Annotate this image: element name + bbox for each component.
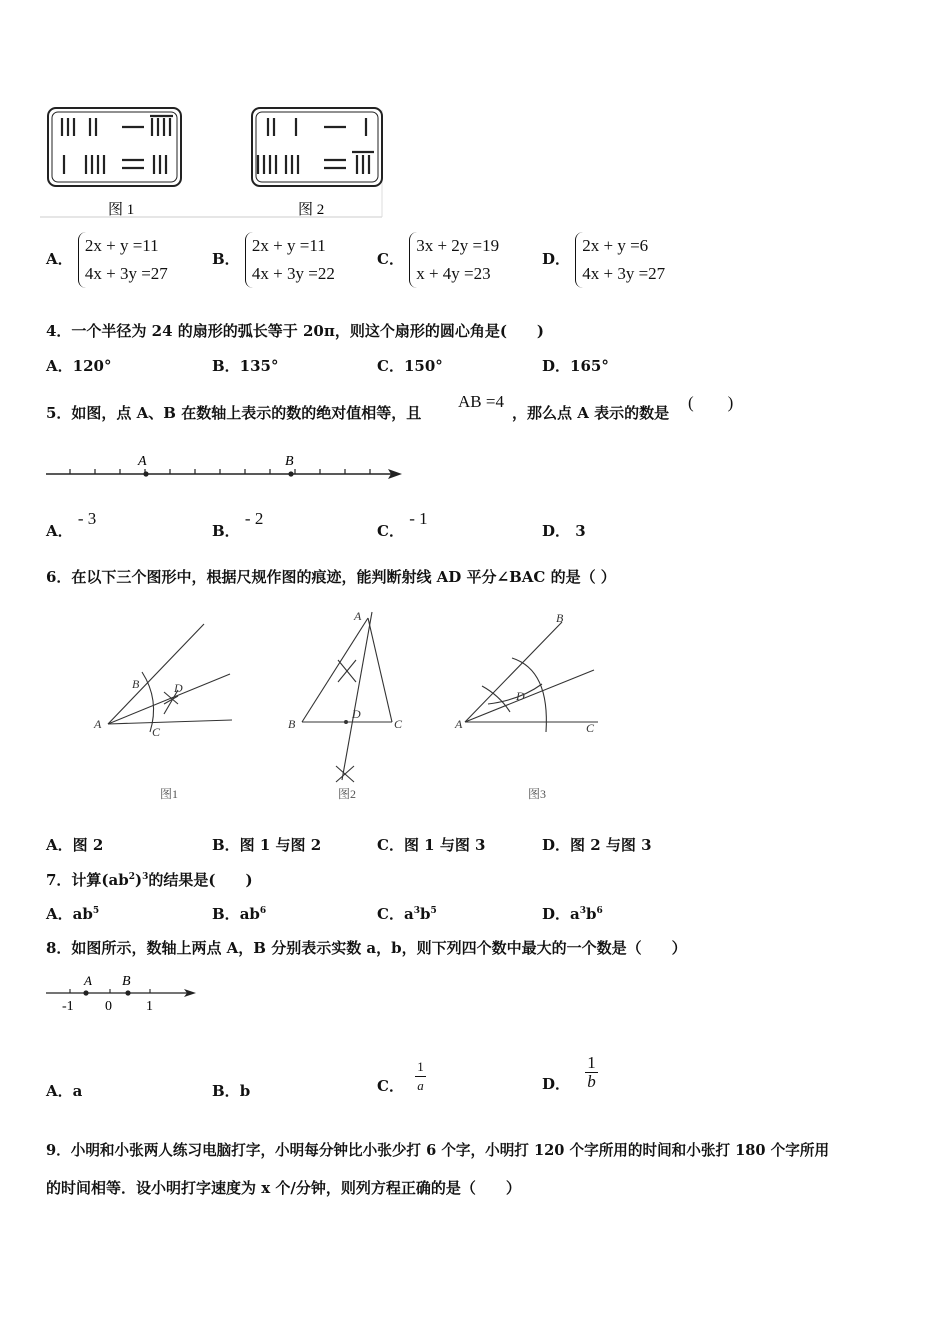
q9-question-line2: 的时间相等．设小明打字速度为 x 个/分钟，则列方程正确的是（ ） xyxy=(46,1179,521,1197)
q4-option-d[interactable]: D．165° xyxy=(542,357,609,375)
rods-fig2-caption: 图 2 xyxy=(298,202,325,218)
q6-option-b[interactable]: B．图 1 与图 2 xyxy=(212,836,322,854)
q7-option-base2: b xyxy=(419,905,431,923)
q3-equation-system xyxy=(575,232,665,288)
q7-option-exp2: 5 xyxy=(430,906,437,916)
q7-option-letter: C． xyxy=(377,905,404,923)
q5-option-a[interactable] xyxy=(46,509,97,541)
q8-option-value: b xyxy=(239,1082,251,1100)
q4-option-c[interactable]: C．150° xyxy=(377,357,443,375)
q6-fig1-label-c: C xyxy=(152,725,161,739)
q8-point-a-label: A xyxy=(84,973,92,988)
q5-option-c[interactable] xyxy=(377,509,428,541)
q8-option-letter: A． xyxy=(46,1082,73,1100)
q7-suffix: 的结果是( ) xyxy=(148,871,253,889)
q8-fraction-numerator: 1 xyxy=(587,1053,596,1072)
q8-tick-0: 0 xyxy=(105,999,112,1014)
q6-fig1-label-a: A xyxy=(94,717,102,731)
q7-option-c[interactable] xyxy=(377,903,437,924)
q7-question-text xyxy=(46,869,253,890)
rods-fig1-caption: 图 1 xyxy=(108,202,135,218)
q3-equation: 2x + y =6 xyxy=(582,236,649,255)
q5-option-b[interactable] xyxy=(212,509,264,541)
q8-tick-neg1: -1 xyxy=(62,999,74,1014)
q8-number-line-svg xyxy=(40,970,210,1014)
q4-option-a[interactable]: A．120° xyxy=(46,357,112,375)
q8-option-letter: C． xyxy=(377,1076,404,1095)
q8-number-line xyxy=(40,970,210,1014)
q7-option-exp: 3 xyxy=(413,906,420,916)
q5-point-a xyxy=(143,471,148,476)
q5-text-after: ，那么点 A 表示的数是 xyxy=(512,404,670,422)
q8-option-d[interactable] xyxy=(542,1054,598,1091)
q7-option-base: ab xyxy=(72,905,93,923)
q5-point-b-label: B xyxy=(285,454,294,469)
q6-fig2-label-c: C xyxy=(394,717,403,731)
q3-option-letter: A． xyxy=(46,250,73,268)
q5-option-value: - 3 xyxy=(77,509,97,528)
q7-option-b[interactable] xyxy=(212,903,266,924)
q8-fraction-denominator: b xyxy=(587,1072,596,1091)
q7-option-d[interactable] xyxy=(542,903,603,924)
q6-fig1-caption: 图1 xyxy=(160,787,179,801)
q7-option-base: ab xyxy=(239,905,260,923)
q3-option-letter: D． xyxy=(542,250,571,268)
q3-equation-system xyxy=(409,232,499,288)
q3-option-d[interactable] xyxy=(542,232,665,288)
q7-mid: ) xyxy=(135,871,143,889)
q5-point-a-label: A xyxy=(138,454,147,469)
q7-option-letter: B． xyxy=(212,905,240,923)
q6-option-c[interactable]: C．图 1 与图 3 xyxy=(377,836,486,854)
q6-fig1-label-d: D xyxy=(174,681,183,695)
q8-option-fraction xyxy=(585,1054,598,1091)
q5-option-letter: C． xyxy=(377,522,404,540)
q6-fig1-label-b: B xyxy=(132,677,140,691)
q6-figures xyxy=(80,600,620,810)
q7-option-base: a xyxy=(570,905,580,923)
q8-option-a[interactable] xyxy=(46,1080,82,1101)
q7-inner-exponent: 2 xyxy=(128,872,136,882)
q7-option-base: a xyxy=(403,905,414,923)
q7-option-a[interactable] xyxy=(46,903,99,924)
q8-option-letter: D． xyxy=(542,1074,571,1093)
q7-option-base2: b xyxy=(586,905,597,923)
q9-question-line1: 9．小明和小张两人练习电脑打字，小明每分钟比小张少打 6 个字，小明打 120 个字所用的时间和小张打 180 个字所用 xyxy=(46,1142,830,1159)
q8-option-letter: B． xyxy=(212,1082,240,1100)
q8-option-b[interactable] xyxy=(212,1080,250,1101)
q3-equation-system xyxy=(78,232,168,288)
q5-option-value: - 2 xyxy=(244,509,264,528)
q3-option-b[interactable] xyxy=(212,232,335,288)
q8-fraction-denominator: a xyxy=(417,1078,424,1093)
counting-rods-figure xyxy=(40,100,390,222)
q5-number-line-svg xyxy=(40,448,410,488)
q5-question-text xyxy=(46,402,421,423)
q5-text-before: 5．如图，点 A、B 在数轴上表示的数的绝对值相等，且 xyxy=(46,404,422,422)
q8-fraction-numerator: 1 xyxy=(415,1058,426,1077)
q8-option-c[interactable] xyxy=(377,1058,426,1095)
q7-prefix: 7．计算(ab xyxy=(46,871,129,889)
q5-option-letter: A． xyxy=(46,522,73,540)
q3-option-c[interactable] xyxy=(377,232,499,288)
q3-equation: x + 4y =23 xyxy=(416,264,491,283)
q4-question-text: 4．一个半径为 24 的扇形的弧长等于 20π，则这个扇形的圆心角是( ) xyxy=(46,322,545,340)
q7-option-exp: 5 xyxy=(92,906,100,916)
q3-equation: 4x + 3y =27 xyxy=(582,264,666,283)
q8-tick-1: 1 xyxy=(146,999,153,1014)
q3-equation-system xyxy=(245,232,335,288)
q5-answer-paren: ( ) xyxy=(688,393,734,412)
counting-rods-svg xyxy=(40,100,390,222)
q5-formula: AB =4 xyxy=(458,392,504,411)
q6-option-a[interactable]: A．图 2 xyxy=(46,836,104,854)
q6-question-text: 6．在以下三个图形中，根据尺规作图的痕迹，能判断射线 AD 平分∠BAC 的是（ ） xyxy=(46,568,616,586)
q6-fig3-caption: 图3 xyxy=(528,787,547,801)
q7-option-letter: A． xyxy=(46,905,73,923)
q6-fig2-caption: 图2 xyxy=(338,787,357,801)
q7-option-exp: 6 xyxy=(259,906,267,916)
q5-option-d[interactable] xyxy=(542,520,586,541)
q3-equation: 4x + 3y =22 xyxy=(251,264,335,283)
q5-option-value: - 1 xyxy=(409,509,428,528)
q7-option-exp2: 6 xyxy=(596,906,603,916)
q6-figures-svg xyxy=(80,600,620,810)
q8-question-text: 8．如图所示，数轴上两点 A，B 分别表示实数 a，b，则下列四个数中最大的一个数是（ ） xyxy=(46,939,687,957)
q6-fig2-label-d: D xyxy=(352,707,361,721)
q6-fig3-label-c: C xyxy=(586,721,595,735)
q6-fig3-label-a: A xyxy=(455,717,463,731)
q3-equation: 4x + 3y =27 xyxy=(84,264,168,283)
q5-option-letter: B． xyxy=(212,522,240,540)
q3-option-letter: B． xyxy=(212,250,240,268)
q6-fig2-label-b: B xyxy=(288,717,296,731)
q3-equation: 3x + 2y =19 xyxy=(416,236,500,255)
q5-option-value: 3 xyxy=(575,522,586,540)
q8-point-a xyxy=(83,990,88,995)
q3-equation: 2x + y =11 xyxy=(251,236,326,255)
q4-option-b[interactable]: B．135° xyxy=(212,357,279,375)
q8-option-value: a xyxy=(72,1082,83,1100)
q8-point-b xyxy=(125,990,130,995)
q3-equation: 2x + y =11 xyxy=(84,236,159,255)
q5-number-line xyxy=(40,448,410,488)
q5-point-b xyxy=(288,471,293,476)
q3-option-letter: C． xyxy=(377,250,404,268)
q8-option-fraction xyxy=(415,1058,426,1095)
q5-option-letter: D． xyxy=(542,522,571,540)
q6-fig2-label-a: A xyxy=(354,609,362,623)
q6-fig3-label-b: B xyxy=(556,611,564,625)
q6-fig3-label-d: D xyxy=(516,689,525,703)
q8-point-b-label: B xyxy=(122,974,131,989)
q6-option-d[interactable]: D．图 2 与图 3 xyxy=(542,836,652,854)
q7-option-exp: 3 xyxy=(579,906,587,916)
q7-outer-exponent: 3 xyxy=(142,872,149,882)
q3-option-a[interactable] xyxy=(46,232,168,288)
q7-option-letter: D． xyxy=(542,905,571,923)
